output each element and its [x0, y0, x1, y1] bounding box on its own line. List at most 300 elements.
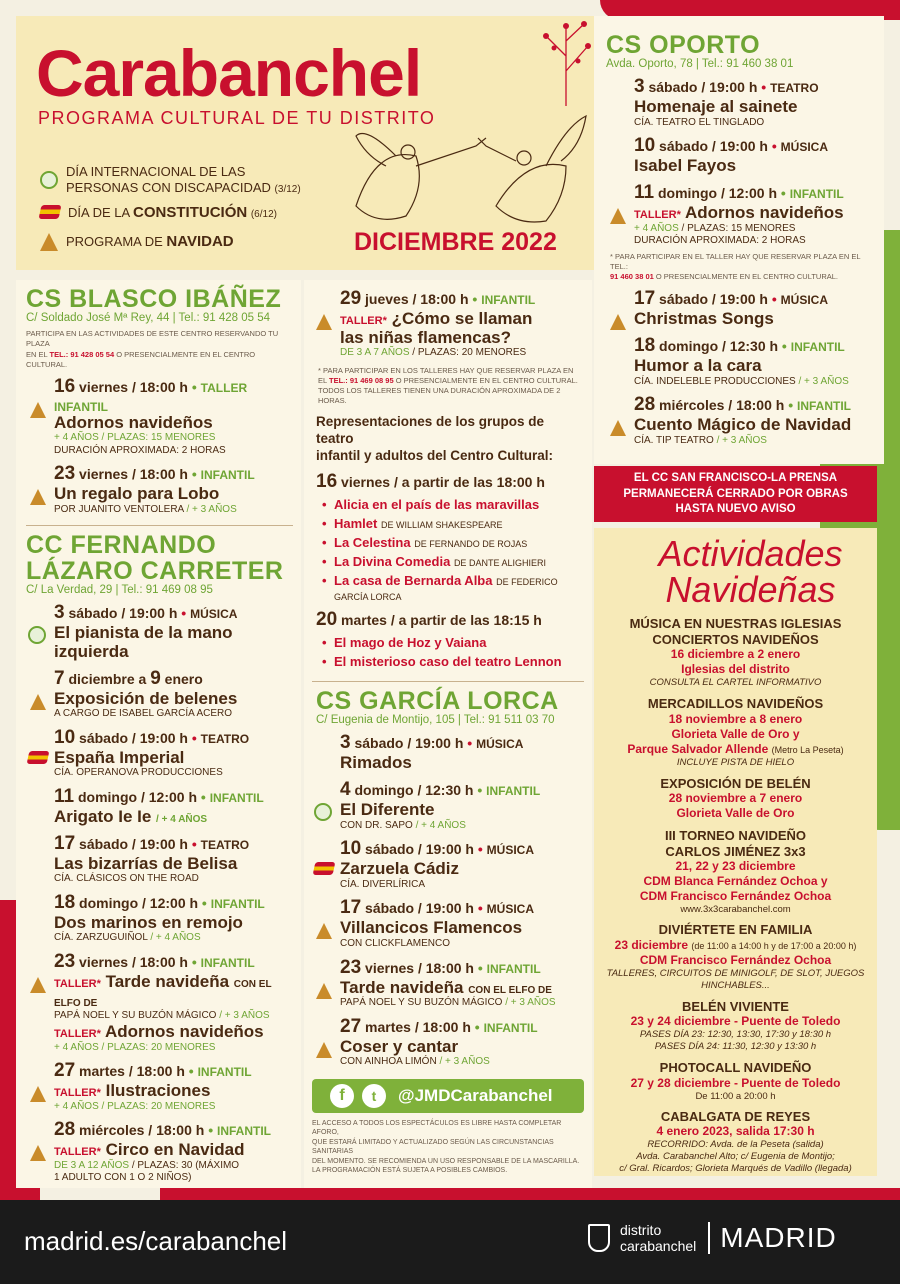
event-title-text: Las bizarrías de Belisa	[54, 853, 238, 873]
event-title	[54, 808, 293, 827]
play-author: DE FEDERICO GARCÍA LORCA	[334, 577, 558, 602]
event-meta-text: CÍA. TIP TEATRO	[634, 434, 714, 446]
event-title-text: Christmas Songs	[634, 309, 774, 329]
event-meta-text: CON CLICKFLAMENCO	[340, 938, 451, 949]
actividad-detail	[600, 791, 871, 806]
oporto-events	[606, 76, 874, 447]
legend-constitucion-bold: CONSTITUCIÓN	[133, 203, 248, 221]
madrid-crest-icon	[588, 1224, 610, 1252]
event-date-line	[340, 732, 584, 754]
event-title	[340, 860, 584, 879]
event-category-dot: •	[197, 788, 210, 805]
actividad-heading: III TORNEO NAVIDEÑO	[664, 828, 807, 844]
event-category-dot: •	[468, 291, 482, 307]
legend-navidad-prefix: PROGRAMA DE	[66, 234, 163, 250]
accessibility-icon	[314, 803, 332, 821]
legend-constitucion-text	[68, 204, 277, 221]
christmas-tree-icon	[30, 489, 46, 505]
event-title-text: Homenaje al sainete	[634, 97, 798, 117]
actividad-detail-text: 16 diciembre a 2 enero	[670, 647, 801, 662]
event-category-dot: •	[470, 1018, 484, 1035]
middle-note-prefix: EL	[318, 376, 327, 385]
event-category-dot: •	[777, 185, 790, 202]
divider	[312, 681, 584, 682]
date-16	[316, 471, 584, 493]
event-category-dot: •	[187, 466, 201, 483]
christmas-tree-icon	[610, 420, 626, 436]
actividades-title-line1: Actividades	[658, 533, 843, 574]
event-date-line	[340, 1016, 584, 1038]
event-category: MÚSICA	[190, 607, 238, 622]
madrid-wordmark: MADRID	[720, 1222, 837, 1254]
event-title	[634, 98, 874, 117]
event-title	[340, 919, 584, 938]
event-title	[54, 1141, 293, 1160]
actividad-block	[600, 922, 871, 991]
event-time: domingo / 12:30 h	[354, 781, 474, 798]
middle-note-line1: * PARA PARTICIPAR EN LOS TALLERES HAY QUE RESERVAR PLAZA EN	[318, 365, 574, 375]
event-category-dot: •	[187, 729, 201, 746]
event-category-dot: •	[187, 378, 201, 395]
event-category: INFANTIL	[481, 293, 536, 307]
event-time: domingo / 12:00 h	[77, 788, 197, 805]
event-date-line	[634, 182, 874, 204]
event-time: miércoles / 18:00 h	[659, 397, 785, 414]
play-title: El misterioso caso del teatro Lennon	[334, 654, 562, 669]
play-author: DE DANTE ALIGHIERI	[453, 558, 546, 568]
event-item	[26, 602, 293, 661]
event-time: domingo / 12:00 h	[79, 894, 199, 911]
event-time: sábado / 19:00 h	[68, 605, 178, 622]
event-item	[312, 1016, 584, 1069]
event-age: / + 3 AÑOS	[439, 1056, 490, 1068]
event-meta	[340, 997, 584, 1010]
event-item	[26, 1119, 293, 1185]
month-label: DICIEMBRE 2022	[354, 228, 557, 256]
event-title-text: Tarde navideña	[105, 971, 230, 991]
event-day: 17	[54, 832, 76, 854]
event-title	[54, 749, 293, 768]
event-category: INFANTIL	[797, 399, 852, 414]
event-category: MÚSICA	[780, 293, 828, 308]
taller-tag: TALLER*	[54, 1087, 101, 1099]
play-title: El mago de Hoz y Vaiana	[334, 635, 487, 650]
blasco-note-line1: PARTICIPA EN LAS ACTIVIDADES DE ESTE CENTRO RESERVANDO TU PLAZA	[26, 329, 279, 349]
event-date-line	[54, 1060, 293, 1082]
event-time: sábado / 19:00 h	[79, 835, 188, 852]
event-category: INFANTIL	[789, 187, 844, 202]
event-item	[26, 376, 293, 458]
event-title-line1: ¿Cómo se llaman	[391, 309, 533, 328]
date-16-rest: viernes / a partir de las 18:00 h	[341, 474, 545, 490]
event-date-line	[54, 951, 293, 973]
actividad-note: PASES DÍA 24: 11:30, 12:30 y 13:30 h	[654, 1041, 817, 1053]
social-handle[interactable]: @JMDCarabanchel	[398, 1085, 553, 1105]
actividad-block	[600, 616, 871, 689]
event-meta-extra: / PLAZAS: 20 MENORES	[412, 347, 527, 359]
event-item	[26, 668, 293, 721]
taller-tag: TALLER*	[340, 315, 387, 327]
actividad-detail-text: 27 y 28 diciembre - Puente de Toledo	[630, 1075, 841, 1090]
event-age: / + 3 AÑOS	[798, 375, 849, 387]
event-meta-text: CÍA. ZARZUGUIÑOL	[54, 932, 148, 944]
event-title	[340, 979, 584, 998]
event-item	[26, 786, 293, 827]
disc-line2: QUE ESTARÁ LIMITADO Y ACTUALIZADO SEGÚN LAS CIRCUNSTANCIAS SANITARIAS	[312, 1138, 554, 1156]
event-category-dot: •	[473, 781, 487, 798]
play-title: Alicia en el país de las maravillas	[334, 497, 540, 512]
event-date-line	[54, 463, 293, 485]
actividad-note: RECORRIDO: Avda. de la Peseta (salida)	[647, 1139, 824, 1151]
middle-note-phone: TEL.: 91 469 08 95	[329, 376, 394, 385]
actividad-block	[600, 696, 871, 768]
event-title	[54, 1082, 293, 1101]
distrito-line2: carabanchel	[620, 1238, 697, 1255]
event-date-line	[54, 892, 293, 914]
event-meta-text: PAPÁ NOEL Y SU BUZÓN MÁGICO	[54, 1010, 217, 1022]
disc-line3: DEL MOMENTO. SE RECOMIENDA UN USO RESPONSABLE DE LA MASCARILLA.	[312, 1157, 580, 1165]
event-age: / + 4 AÑOS	[415, 819, 466, 831]
actividad-detail	[600, 889, 871, 904]
madrid-logo	[588, 1222, 837, 1254]
event-meta-text: + 4 AÑOS	[634, 222, 679, 234]
event-day: 3	[54, 602, 65, 624]
legend-discapacidad-text	[66, 164, 301, 196]
fernando-title-line2: LÁZARO CARRETER	[26, 556, 284, 585]
event-title-line2: las niñas flamencas?	[340, 327, 512, 347]
event-day: 23	[54, 950, 76, 972]
event-title-text: Adornos navideños	[104, 1021, 264, 1041]
actividad-detail-text: 28 noviembre a 7 enero	[668, 791, 803, 806]
christmas-tree-icon	[30, 1145, 46, 1161]
middle-column	[304, 280, 592, 1188]
event-date-line	[54, 833, 293, 855]
legend-item-constitucion	[40, 204, 301, 221]
fernando-title	[26, 532, 293, 585]
event-meta	[54, 932, 293, 945]
footer-url[interactable]: madrid.es/carabanchel	[24, 1226, 288, 1256]
event-item	[606, 76, 874, 129]
event-age: DE 3 A 7 AÑOS	[340, 347, 410, 359]
event-day: 23	[54, 463, 76, 485]
legend-navidad-bold: NAVIDAD	[166, 233, 234, 251]
actividad-detail-text: Glorieta Valle de Oro	[676, 806, 795, 821]
legend-discapacidad-line2: PERSONAS CON DISCAPACIDAD	[66, 179, 271, 195]
event-day: 27	[54, 1060, 76, 1081]
event-title	[634, 157, 874, 176]
event-date-line	[634, 135, 874, 157]
event-item	[312, 288, 584, 360]
event-day: 10	[54, 726, 76, 748]
event-category: TALLER INFANTIL	[54, 380, 248, 414]
event-title-text: Coser y cantar	[340, 1036, 459, 1056]
event-meta	[54, 708, 293, 721]
taller-tag: TALLER*	[634, 209, 681, 222]
event-meta-extra: / PLAZAS: 15 MENORES	[681, 222, 796, 234]
event-meta-text: PAPÁ NOEL Y SU BUZÓN MÁGICO	[340, 997, 503, 1009]
event-category-dot: •	[198, 894, 211, 911]
event-date-line	[340, 897, 584, 919]
event-date-line	[340, 288, 584, 310]
actividad-detail-text: CDM Blanca Fernández Ochoa y	[643, 874, 828, 889]
event-category-dot: •	[473, 959, 487, 976]
event-item	[26, 1060, 293, 1113]
event-day: 28	[634, 394, 656, 416]
legend-constitucion-date: (6/12)	[250, 208, 277, 220]
actividad-heading: CONCIERTOS NAVIDEÑOS	[652, 631, 819, 647]
event-title-text: Adornos navideños	[684, 203, 844, 223]
event-meta	[634, 223, 874, 236]
christmas-tree-icon	[610, 208, 626, 224]
event-category: INFANTIL	[200, 955, 255, 970]
event-title-text: Zarzuela Cádiz	[340, 859, 460, 879]
holly-branch-illustration	[536, 16, 594, 106]
taller-tag: TALLER*	[54, 1027, 101, 1040]
actividad-block	[600, 999, 871, 1053]
event-time: sábado / 19:00 h	[79, 729, 188, 746]
event-item	[312, 957, 584, 1010]
blasco-note	[26, 329, 293, 370]
event-title-text: España Imperial	[54, 747, 185, 767]
actividad-info: www.3x3carabanchel.com	[680, 904, 791, 916]
play-list-item	[334, 654, 584, 669]
actividad-note: Avda. Carabanchel Alto; c/ Eugenia de Montijo;	[636, 1151, 835, 1163]
actividad-heading: DIVIÉRTETE EN FAMILIA	[658, 922, 813, 938]
event-title-small: CON EL ELFO DE	[468, 984, 552, 996]
actividad-heading: MÚSICA EN NUESTRAS IGLESIAS	[629, 616, 842, 631]
event-title-text: Tarde navideña	[340, 977, 464, 997]
event-meta-extra: ISABEL GARCÍA ACERO	[119, 708, 233, 720]
event-meta	[54, 767, 293, 780]
page-subtitle: PROGRAMA CULTURAL DE TU DISTRITO	[38, 108, 436, 128]
event-meta-text: CÍA. DIVERLÍRICA	[340, 878, 426, 890]
taller-tag: TALLER*	[54, 977, 101, 990]
event-title-text: Rimados	[340, 753, 412, 773]
event-title	[634, 310, 874, 329]
fernando-title-line1: CC FERNANDO	[26, 530, 217, 559]
actividad-detail	[600, 727, 871, 742]
actividades-title-line2: Navideñas	[665, 569, 836, 610]
actividad-detail-text: CDM Francisco Fernández Ochoa	[639, 889, 832, 904]
rep-line1: Representaciones de los grupos de teatro	[316, 414, 545, 447]
oporto-note-phone: 91 460 38 01	[610, 272, 654, 282]
actividad-block	[600, 828, 871, 915]
footer	[0, 1200, 900, 1284]
event-day: 17	[340, 897, 362, 919]
event-category: INFANTIL	[486, 783, 541, 798]
event-day: 18	[54, 891, 76, 913]
christmas-tree-icon	[30, 977, 46, 993]
event-title-text: Arigato Ie Ie	[54, 806, 152, 826]
header-panel	[16, 16, 594, 270]
legend	[40, 164, 301, 259]
actividad-note: INCLUYE PISTA DE HIELO	[676, 756, 795, 768]
event-day: 10	[340, 838, 362, 860]
divider	[26, 525, 293, 526]
event-title-text: El Diferente	[340, 799, 435, 819]
event-meta-text: + 4 AÑOS / PLAZAS: 20 MENORES	[54, 1100, 216, 1112]
actividad-detail-text: 4 enero 2023, salida 17:30 h	[656, 1124, 815, 1139]
event-title	[340, 801, 584, 820]
angels-illustration	[336, 106, 594, 236]
event-title-small: CON EL ELFO DE	[54, 978, 272, 1009]
event-title	[634, 416, 874, 435]
event-title	[54, 973, 293, 1010]
actividad-block	[600, 1109, 871, 1175]
event-time: martes / 18:00 h	[79, 1063, 185, 1079]
event-title-text: Dos marinos en remojo	[54, 912, 243, 932]
actividad-heading: EXPOSICIÓN DE BELÉN	[660, 775, 811, 791]
distrito-label	[620, 1222, 710, 1254]
actividad-note: c/ Gral. Ricardos; Glorieta Marqués de Vadillo (llegada)	[619, 1162, 852, 1174]
rep-line2: infantil y adultos del Centro Cultural:	[316, 448, 554, 464]
blasco-address: C/ Soldado José Mª Rey, 44 | Tel.: 91 428 05 54	[26, 312, 270, 325]
event-time: martes / 18:00 h	[365, 1018, 471, 1035]
representaciones-heading	[316, 414, 584, 465]
event-category-dot: •	[187, 835, 201, 852]
oporto-address: Avda. Oporto, 78 | Tel.: 91 460 38 01	[606, 58, 794, 71]
closed-line1: EL CC SAN FRANCISCO-LA PRENSA	[633, 472, 838, 484]
event-item	[606, 288, 874, 329]
legend-constitucion-prefix: DÍA DE LA	[68, 204, 130, 220]
event-category-dot: •	[204, 1122, 218, 1139]
event-time: sábado / 19:00 h	[365, 841, 474, 858]
event-category: MÚSICA	[780, 140, 828, 155]
actividad-detail-text: 23 y 24 diciembre - Puente de Toledo	[630, 1014, 841, 1029]
actividad-detail	[600, 859, 871, 874]
event-category-dot: •	[778, 337, 791, 354]
event-title-text: Circo en Navidad	[105, 1140, 245, 1160]
event-time: viernes / 18:00 h	[365, 959, 474, 976]
event-item	[606, 394, 874, 447]
event-meta-text: POR JUANITO VENTOLERA	[54, 504, 184, 516]
event-item	[26, 463, 293, 516]
event-time: sábado / 19:00 h	[354, 735, 464, 752]
play-title: Hamlet	[334, 516, 378, 531]
closed-line3: HASTA NUEVO AVISO	[675, 503, 796, 516]
event-title-text: Un regalo para Lobo	[54, 484, 220, 504]
event-category: INFANTIL	[217, 1124, 272, 1139]
event-date-line	[54, 1119, 293, 1141]
spain-flag-icon	[313, 862, 336, 875]
spain-flag-icon	[27, 751, 50, 764]
event-item	[312, 897, 584, 950]
event-category: INFANTIL	[197, 1065, 252, 1079]
play-list-item	[334, 554, 584, 569]
actividad-block	[600, 1060, 871, 1102]
christmas-tree-icon	[30, 694, 46, 710]
actividad-detail-text: 23 diciembre	[614, 937, 689, 952]
legend-discapacidad-line1: DÍA INTERNACIONAL DE LAS	[66, 164, 246, 179]
event-category: MÚSICA	[486, 902, 534, 917]
page-title: Carabanchel	[36, 36, 422, 110]
event-item	[26, 951, 293, 1054]
christmas-tree-icon	[316, 923, 332, 939]
social-bar[interactable]	[312, 1079, 584, 1113]
event-category-dot: •	[767, 138, 781, 155]
event-item	[26, 892, 293, 945]
event-category-dot: •	[473, 900, 487, 917]
lorca-address: C/ Eugenia de Montijo, 105 | Tel.: 91 511 03 70	[316, 714, 555, 727]
lorca-events	[312, 732, 584, 1069]
list-20	[320, 635, 584, 669]
twitter-icon[interactable]: t	[362, 1084, 386, 1108]
actividad-detail	[600, 1014, 871, 1029]
event-category: TEATRO	[200, 837, 250, 852]
oporto-note-line1: * PARA PARTICIPAR EN EL TALLER HAY QUE RESERVAR PLAZA EN EL TEL.:	[610, 251, 861, 271]
event-date-line	[634, 76, 874, 98]
event-meta-text: + 4 AÑOS / PLAZAS: 15 MENORES	[54, 432, 216, 444]
oporto-panel	[594, 16, 884, 464]
event-category: INFANTIL	[209, 790, 264, 805]
event-title	[54, 690, 293, 709]
event-meta	[634, 117, 874, 130]
event-time: sábado / 19:00 h	[659, 291, 768, 308]
christmas-tree-icon	[30, 402, 46, 418]
event-day: 7	[54, 667, 65, 689]
event-day: 17	[634, 288, 656, 310]
event-day: 11	[54, 785, 75, 807]
event-meta-text: CÍA. INDELEBLE PRODUCCIONES	[634, 375, 796, 387]
event-time: viernes / 18:00 h	[79, 378, 188, 395]
actividad-detail	[600, 742, 871, 757]
play-title: La Celestina	[334, 535, 411, 550]
actividades-panel	[594, 528, 877, 1176]
date-20	[316, 609, 584, 631]
event-date-line	[634, 335, 874, 357]
event-date-line	[340, 838, 584, 860]
event-meta	[340, 938, 584, 951]
event-meta	[634, 376, 874, 389]
event-item	[606, 335, 874, 388]
oporto-note	[610, 252, 874, 282]
actividad-detail-text: Parque Salvador Allende	[627, 741, 769, 756]
disc-line1: EL ACCESO A TODOS LOS ESPECTÁCULOS ES LIBRE HASTA COMPLETAR AFORO,	[312, 1119, 562, 1137]
play-author: DE FERNANDO DE ROJAS	[414, 539, 528, 549]
event-title-text: Adornos navideños	[54, 412, 213, 432]
blasco-title: CS BLASCO IBÁÑEZ	[26, 285, 282, 313]
event-29	[312, 288, 584, 360]
event-title-second	[54, 1023, 293, 1042]
event-title-text: Cuento Mágico de Navidad	[634, 415, 852, 435]
event-title	[340, 754, 584, 773]
event-category-dot: •	[463, 735, 477, 752]
event-category-dot: •	[177, 605, 191, 622]
christmas-tree-icon	[316, 983, 332, 999]
event-category: MÚSICA	[476, 737, 524, 752]
event-meta	[54, 1160, 293, 1173]
event-age: / + 4 AÑOS	[150, 932, 201, 944]
event-meta-text: CÍA. OPERANOVA PRODUCCIONES	[54, 767, 223, 779]
event-time: sábado / 19:00 h	[659, 138, 768, 155]
play-author: DE WILLIAM SHAKESPEARE	[380, 520, 503, 530]
event-meta-line2: 1 ADULTO CON 1 O 2 NIÑOS)	[54, 1172, 192, 1184]
blasco-note-suffix: O PRESENCIALMENTE EN EL CENTRO CULTURAL.	[26, 349, 256, 369]
event-month-end: enero	[164, 670, 203, 687]
event-time: sábado / 19:00 h	[365, 900, 474, 917]
event-meta-text: CON DR. SAPO	[340, 819, 413, 831]
event-day: 3	[634, 76, 645, 98]
event-time: miércoles / 18:00 h	[79, 1122, 205, 1139]
actividad-heading: MERCADILLOS NAVIDEÑOS	[647, 696, 824, 712]
date-20-num: 20	[316, 609, 338, 630]
facebook-icon[interactable]: f	[330, 1084, 354, 1108]
event-day: 28	[54, 1119, 76, 1141]
actividad-block	[600, 776, 871, 822]
play-list-item	[334, 573, 584, 603]
event-time: diciembre a	[68, 670, 147, 687]
legend-discapacidad-date: (3/12)	[274, 183, 301, 195]
